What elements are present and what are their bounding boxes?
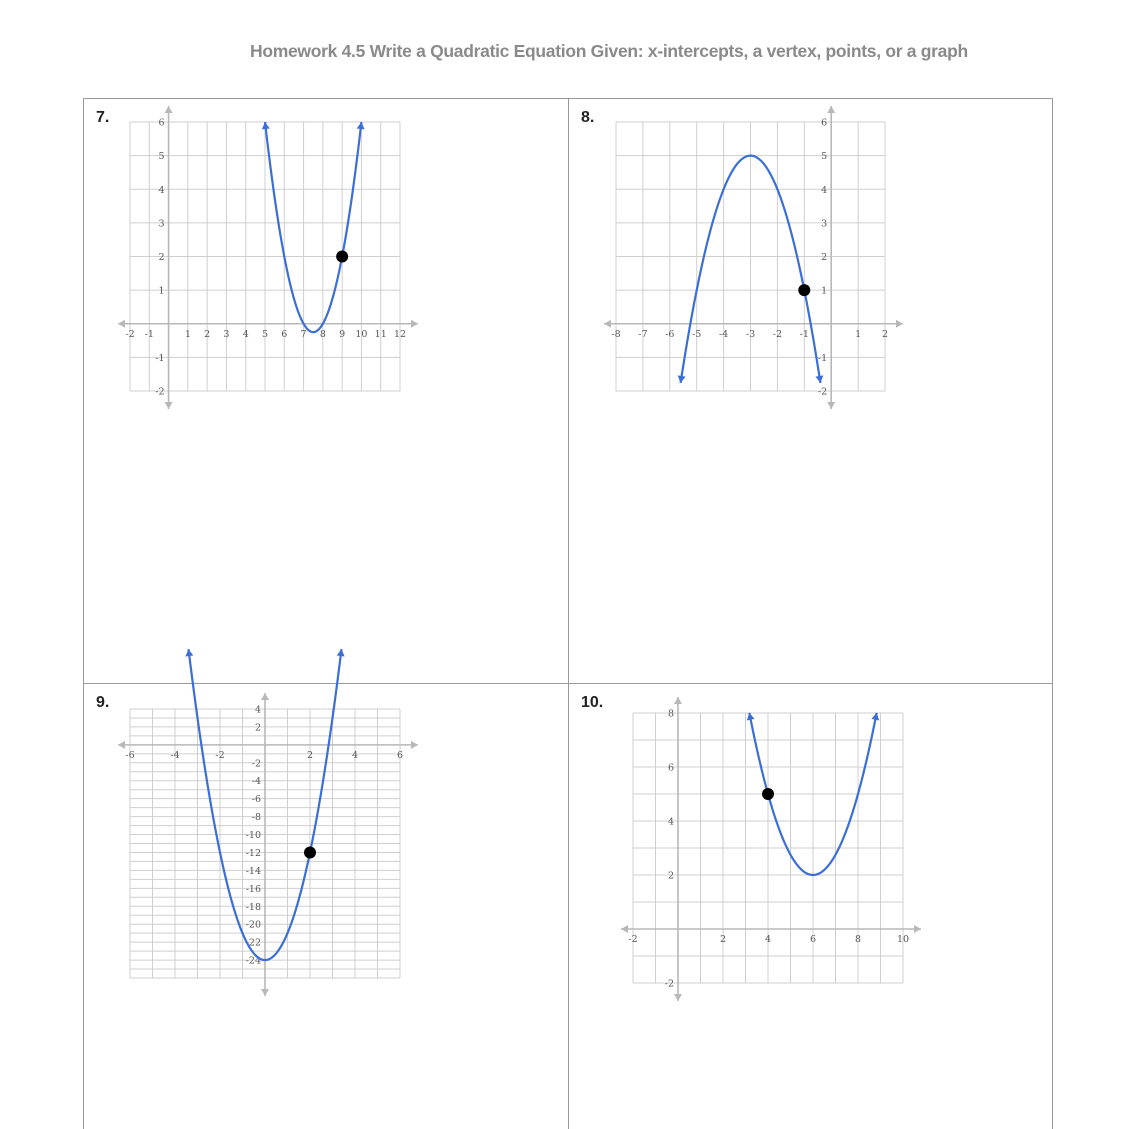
y-axis-arrow: [674, 697, 682, 704]
problem-number: 8.: [581, 109, 595, 126]
x-tick-label: 8: [319, 328, 326, 340]
x-tick-label: 11: [374, 328, 387, 340]
y-tick-label: 8: [667, 708, 674, 720]
y-tick-label: -10: [245, 830, 261, 842]
x-tick-label: -1: [144, 328, 154, 340]
marked-point: [336, 251, 348, 263]
x-tick-label: 2: [204, 328, 211, 340]
marked-point: [304, 846, 316, 858]
y-tick-label: -2: [817, 386, 828, 398]
y-tick-label: 6: [821, 117, 828, 129]
worksheet-title: Homework 4.5 Write a Quadratic Equation Given: x-intercepts, a vertex, points, or a graph: [250, 41, 968, 61]
y-tick-label: -18: [245, 901, 261, 913]
y-tick-label: -1: [155, 352, 165, 364]
x-tick-label: 4: [764, 934, 772, 945]
x-tick-label: 6: [396, 749, 404, 761]
x-tick-label: 10: [355, 328, 368, 340]
y-tick-label: 4: [158, 184, 165, 196]
y-tick-label: -2: [251, 758, 261, 770]
x-tick-label: 2: [881, 328, 889, 340]
marked-point: [798, 284, 810, 296]
x-tick-label: -3: [745, 328, 756, 340]
x-tick-label: 8: [854, 934, 862, 945]
y-tick-label: 6: [667, 762, 674, 774]
x-tick-label: 9: [339, 328, 346, 340]
x-axis-arrow: [604, 320, 611, 328]
problem-number: 10.: [581, 694, 604, 711]
y-tick-label: -22: [245, 937, 261, 949]
y-tick-label: -14: [245, 865, 261, 877]
y-axis-arrow: [827, 402, 835, 409]
x-tick-label: 6: [809, 934, 817, 945]
problem-number: 7.: [96, 109, 110, 126]
x-tick-label: 3: [223, 328, 230, 340]
y-tick-label: -8: [251, 812, 261, 824]
y-tick-label: 1: [821, 285, 828, 297]
x-tick-label: 5: [261, 328, 269, 340]
y-tick-label: -2: [664, 978, 674, 990]
x-tick-label: 10: [896, 934, 910, 945]
y-tick-label: 1: [158, 285, 165, 297]
x-axis-arrow: [914, 925, 921, 933]
parabola-curve: [265, 122, 361, 332]
x-tick-label: -4: [718, 328, 729, 340]
y-tick-label: 4: [821, 184, 828, 196]
y-axis-arrow: [165, 402, 173, 409]
y-tick-label: -2: [155, 386, 165, 398]
y-tick-label: 4: [254, 704, 261, 716]
x-axis-arrow: [118, 741, 125, 749]
x-tick-label: -2: [628, 934, 638, 945]
x-tick-label: 1: [855, 328, 862, 340]
y-tick-label: 2: [158, 252, 165, 263]
y-axis-arrow: [261, 693, 269, 700]
y-tick-label: 3: [821, 218, 828, 230]
x-tick-label: 6: [281, 328, 288, 340]
y-tick-label: 6: [158, 117, 165, 129]
y-tick-label: -16: [245, 883, 261, 895]
y-tick-label: 2: [254, 722, 261, 734]
marked-point: [762, 788, 774, 800]
y-axis-arrow: [165, 106, 173, 113]
y-axis-arrow: [827, 106, 835, 113]
y-axis-arrow: [261, 989, 269, 996]
x-axis-arrow: [118, 320, 125, 328]
curve-end-arrow: [262, 122, 270, 129]
x-tick-label: -6: [125, 749, 135, 761]
x-tick-label: 7: [300, 328, 307, 340]
x-tick-label: -1: [799, 328, 809, 340]
y-tick-label: 2: [667, 870, 674, 882]
y-tick-label: -24: [245, 955, 261, 967]
x-tick-label: 1: [184, 328, 191, 340]
y-tick-label: -6: [251, 794, 261, 806]
y-tick-label: 5: [821, 151, 828, 163]
x-tick-label: -5: [692, 328, 702, 340]
x-axis-arrow: [621, 925, 628, 933]
x-axis-arrow: [411, 741, 418, 749]
x-tick-label: -2: [215, 749, 225, 761]
x-tick-label: 2: [719, 934, 727, 945]
x-tick-label: -2: [125, 328, 135, 340]
y-tick-label: 5: [158, 151, 165, 163]
x-axis-arrow: [411, 320, 418, 328]
curve-end-arrow: [357, 122, 365, 129]
x-tick-label: 12: [393, 328, 407, 340]
x-axis-arrow: [896, 320, 903, 328]
problem-number: 9.: [96, 694, 110, 711]
x-tick-label: -2: [772, 328, 783, 340]
x-tick-label: -7: [638, 328, 648, 340]
x-tick-label: -8: [611, 328, 621, 340]
y-tick-label: 3: [158, 218, 165, 230]
y-axis-arrow: [674, 994, 682, 1001]
x-tick-label: 2: [306, 749, 314, 761]
x-tick-label: -6: [665, 328, 675, 340]
y-tick-label: -20: [245, 919, 261, 931]
y-tick-label: -4: [251, 776, 261, 788]
x-tick-label: 4: [351, 749, 359, 761]
y-tick-label: 2: [821, 252, 828, 263]
y-tick-label: -1: [817, 352, 828, 364]
x-tick-label: 4: [242, 328, 249, 340]
x-tick-label: -4: [170, 749, 180, 761]
y-tick-label: -12: [245, 847, 261, 859]
y-tick-label: 4: [667, 816, 674, 828]
